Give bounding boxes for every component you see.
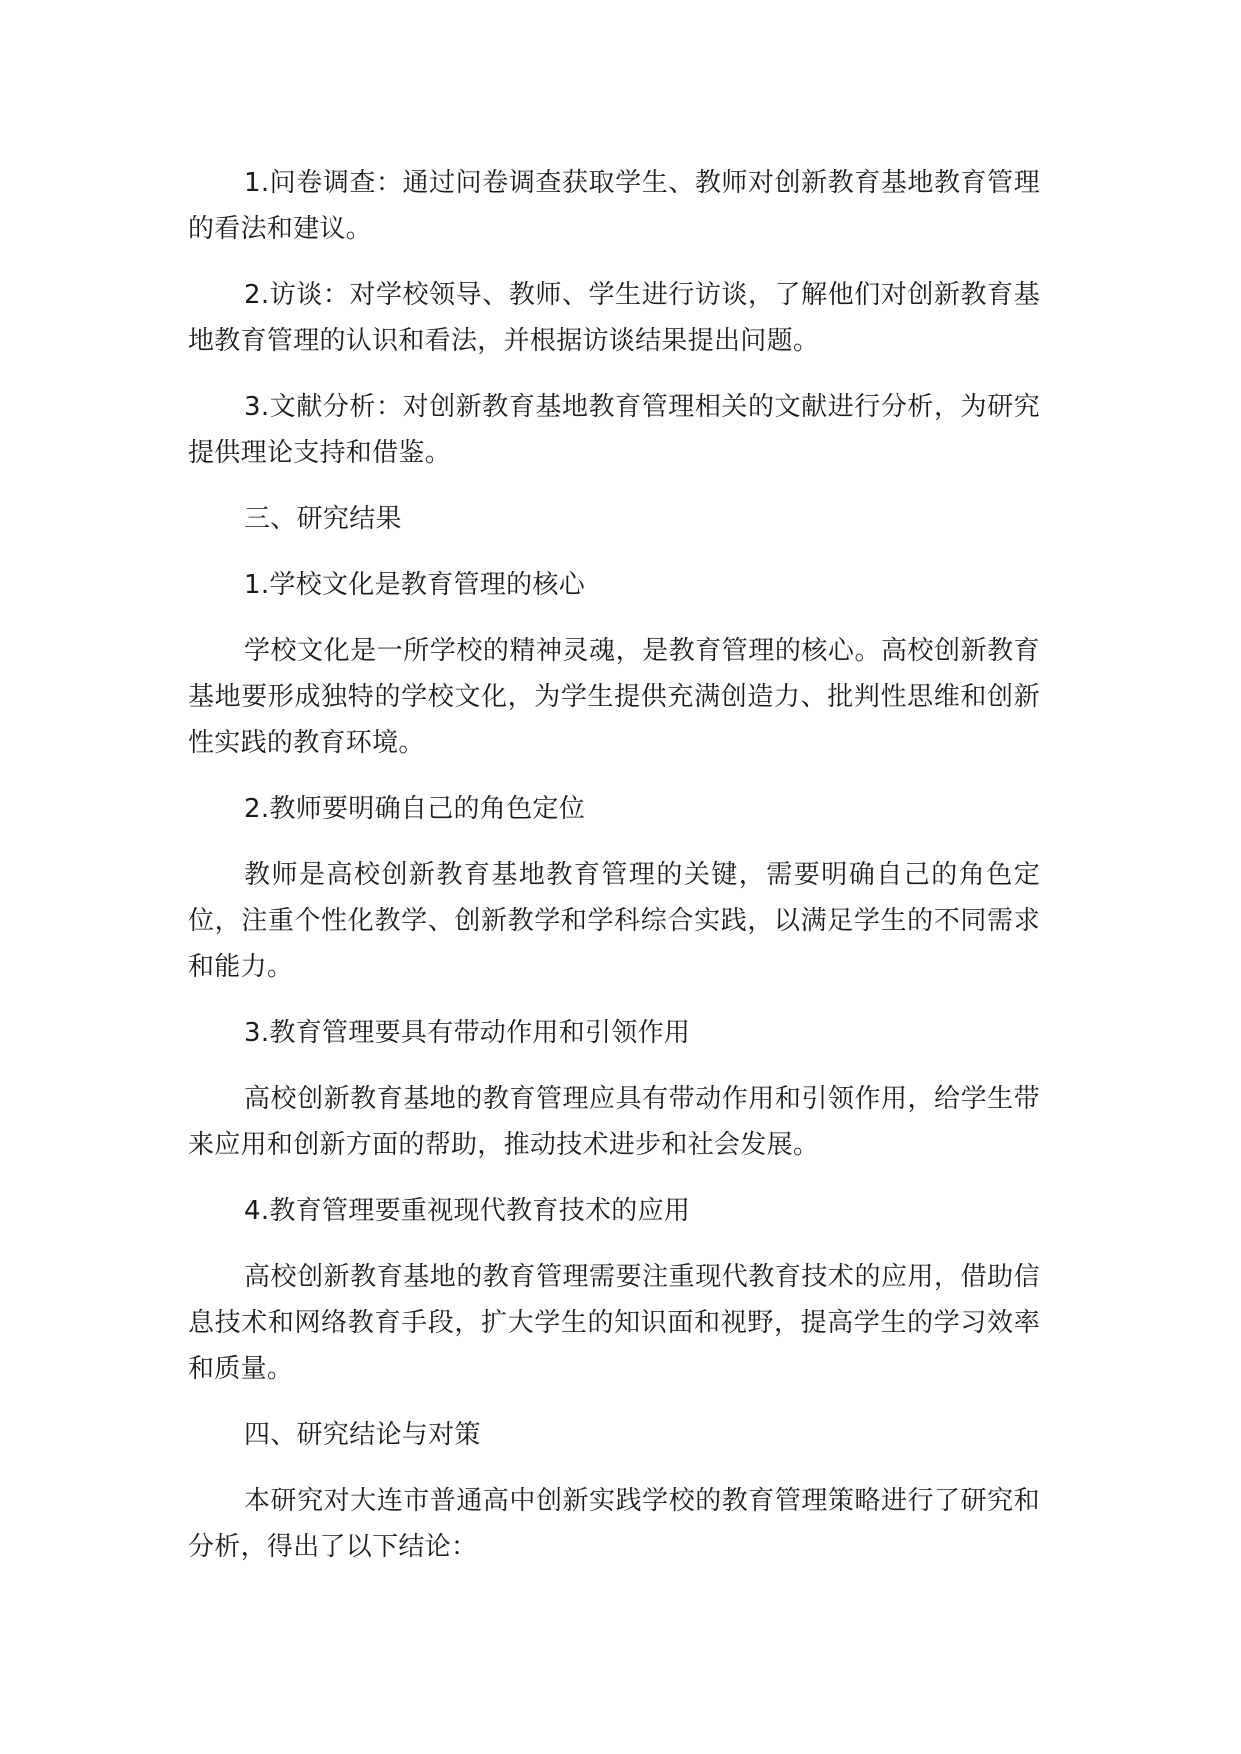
paragraph: 高校创新教育基地的教育管理应具有带动作用和引领作用，给学生带来应用和创新方面的帮助，推动技术进步和社会发展。: [188, 1084, 1040, 1160]
paragraph: 教师是高校创新教育基地教育管理的关键，需要明确自己的角色定位，注重个性化教学、创新教学和学科综合实践，以满足学生的不同需求和能力。: [188, 860, 1040, 982]
section-heading: 三、研究结果: [244, 504, 402, 534]
paragraph: 高校创新教育基地的教育管理需要注重现代教育技术的应用，借助信息技术和网络教育手段，扩大学生的知识面和视野，提高学生的学习效率和质量。: [188, 1262, 1040, 1384]
subsection-heading: 2.教师要明确自己的角色定位: [244, 794, 586, 824]
paragraph: 3.文献分析：对创新教育基地教育管理相关的文献进行分析，为研究提供理论支持和借鉴。: [188, 392, 1040, 468]
section-heading: 四、研究结论与对策: [244, 1420, 481, 1450]
subsection-heading: 4.教育管理要重视现代教育技术的应用: [244, 1196, 691, 1226]
paragraph: 学校文化是一所学校的精神灵魂，是教育管理的核心。高校创新教育基地要形成独特的学校文化，为学生提供充满创造力、批判性思维和创新性实践的教育环境。: [188, 636, 1040, 758]
paragraph: 1.问卷调查：通过问卷调查获取学生、教师对创新教育基地教育管理的看法和建议。: [188, 168, 1040, 244]
paragraph: 本研究对大连市普通高中创新实践学校的教育管理策略进行了研究和分析，得出了以下结论：: [188, 1486, 1040, 1562]
subsection-heading: 3.教育管理要具有带动作用和引领作用: [244, 1018, 691, 1048]
subsection-heading: 1.学校文化是教育管理的核心: [244, 570, 586, 600]
document-page: [188, 160, 1040, 1590]
paragraph: 2.访谈：对学校领导、教师、学生进行访谈，了解他们对创新教育基地教育管理的认识和看法，并根据访谈结果提出问题。: [188, 280, 1040, 356]
